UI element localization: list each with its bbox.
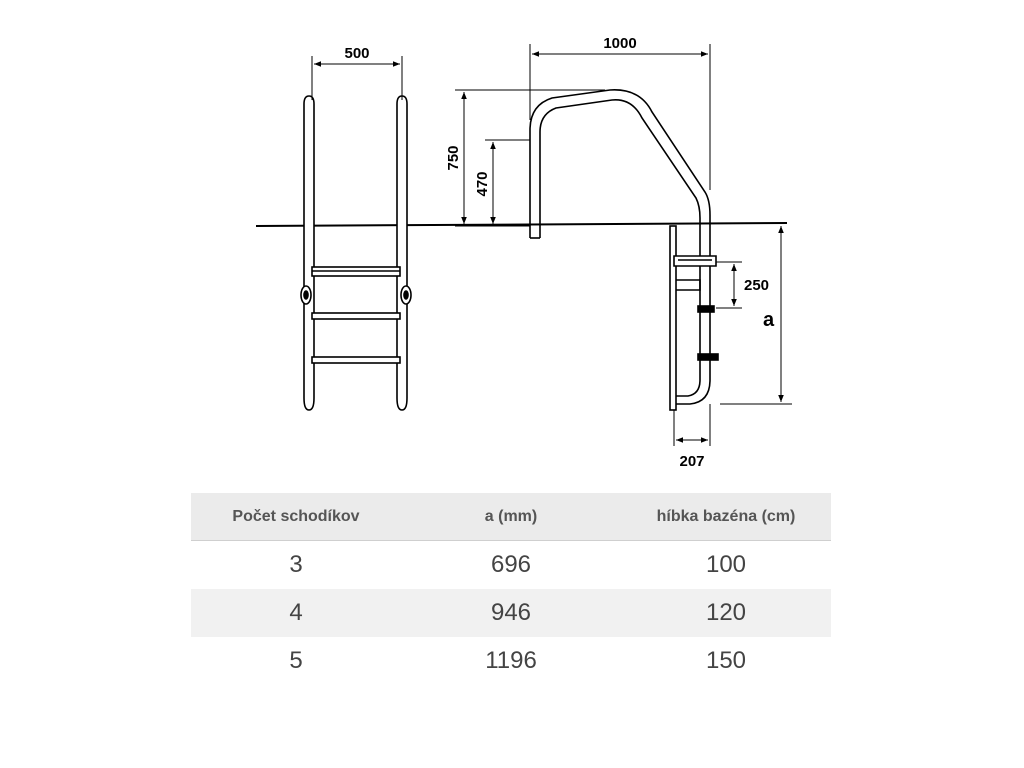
front-step-3 <box>312 357 400 363</box>
dim-1000 <box>530 44 710 190</box>
table-cell: 1196 <box>485 647 537 674</box>
side-step-3 <box>698 354 718 360</box>
side-view <box>530 90 718 410</box>
dim-a-label: a <box>763 309 775 331</box>
wall-plate <box>670 226 676 410</box>
table-cell: 696 <box>490 551 532 578</box>
table-header-row <box>191 493 831 541</box>
dim-470 <box>485 140 530 224</box>
table-cell: 4 <box>191 589 401 637</box>
spec-table <box>191 493 831 685</box>
dim-207-label: 207 <box>679 453 705 470</box>
side-step-1 <box>674 256 716 266</box>
front-view <box>301 96 411 410</box>
dim-250-label: 250 <box>744 277 770 294</box>
dim-500 <box>312 56 402 100</box>
dim-1000-label: 1000 <box>603 35 637 52</box>
dim-470-label: 470 <box>474 171 491 197</box>
table-cell: 150 <box>705 647 747 674</box>
table-cell: 120 <box>621 589 831 637</box>
front-step-2 <box>312 313 400 319</box>
header-pool-depth: híbka bazéna (cm) <box>621 493 831 541</box>
dim-a <box>720 226 792 404</box>
table-row <box>191 589 831 637</box>
dim-500-label: 500 <box>344 45 370 62</box>
table-row <box>191 637 831 685</box>
table-cell: 5 <box>289 647 303 674</box>
dim-250 <box>716 262 742 308</box>
dim-207 <box>674 404 710 446</box>
table-cell: 946 <box>401 589 621 637</box>
header-steps: Počet schodíkov <box>191 493 401 541</box>
table-cell: 3 <box>289 551 303 578</box>
header-a-mm: a (mm) <box>401 493 621 541</box>
side-step-2 <box>698 306 714 312</box>
table-row <box>191 541 831 590</box>
dim-750-label: 750 <box>445 145 462 171</box>
table-cell: 100 <box>705 551 747 578</box>
